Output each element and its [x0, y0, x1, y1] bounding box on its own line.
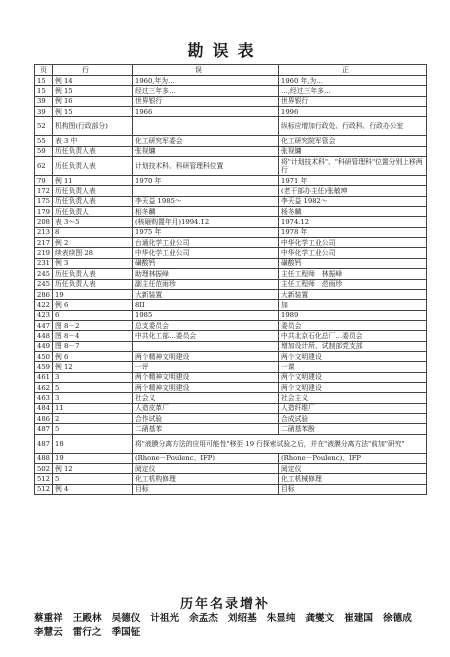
header-page: 页 — [35, 65, 53, 76]
table-row — [35, 196, 427, 206]
table-row — [35, 76, 427, 86]
table-row — [35, 413, 427, 423]
cell-wrong: 1966 — [133, 107, 279, 117]
cell-wrong: (Rhone－Poulenc、IFP) — [133, 453, 279, 463]
cell-correct: 纵标应增加行政处、行政科、行政办公室 — [279, 117, 427, 136]
table-row — [35, 258, 427, 268]
cell-correct: 杨冬麟 — [279, 207, 427, 217]
page-title: 勘误表 — [187, 41, 263, 60]
table-row — [35, 269, 427, 279]
cell-wrong: 一评 — [133, 362, 279, 372]
cell-page: 463 — [35, 393, 53, 403]
cell-wrong: 计划技术科、科研管理科位置 — [133, 157, 279, 176]
cell-page: 487 — [35, 424, 53, 434]
supplement-names — [34, 612, 434, 640]
cell-correct: 两个文明建设 — [279, 382, 427, 392]
cell-wrong: 1975 年 — [133, 227, 279, 237]
cell-page: 217 — [35, 238, 53, 248]
table-row — [35, 372, 427, 382]
cell-location: 表 3～5 — [53, 217, 133, 227]
table-row — [35, 289, 427, 299]
table-row — [35, 351, 427, 361]
cell-wrong: 相冬麟 — [133, 207, 279, 217]
cell-page: 213 — [35, 227, 53, 237]
cell-location: 8 — [53, 227, 133, 237]
cell-location: 18 — [53, 434, 133, 453]
cell-page: 422 — [35, 300, 53, 310]
table-row — [35, 248, 427, 258]
supplement-name: 余孟杰 — [189, 613, 218, 624]
cell-wrong: 中华化学工业公司 — [133, 248, 279, 258]
cell-correct: …,经过三年多… — [279, 86, 427, 96]
errata-table — [34, 64, 427, 495]
table-row — [35, 186, 427, 196]
cell-correct: 1971 年 — [279, 176, 427, 186]
supplement-name: 李慧云 — [34, 627, 63, 638]
cell-correct: 磺酸钙 — [279, 258, 427, 268]
cell-location: 历任负责人表 — [53, 146, 133, 156]
cell-page: 15 — [35, 76, 53, 86]
cell-correct: 1996 — [279, 107, 427, 117]
cell-correct: 阅定仪 — [279, 464, 427, 474]
cell-page: 39 — [35, 107, 53, 117]
supplement-name: 季国钲 — [111, 627, 141, 638]
table-row — [35, 86, 427, 96]
cell-wrong: 总支委员会 — [133, 320, 279, 330]
cell-page: 175 — [35, 196, 53, 206]
cell-location: 例 2 — [53, 238, 133, 248]
cell-page: 79 — [35, 176, 53, 186]
cell-correct: 大新装置 — [279, 289, 427, 299]
cell-page: 172 — [35, 186, 53, 196]
cell-location: 例 3 — [53, 258, 133, 268]
cell-page: 39 — [35, 96, 53, 106]
cell-wrong — [133, 341, 279, 351]
cell-correct: 合成试验 — [279, 413, 427, 423]
cell-correct: 张视镛 — [279, 146, 427, 156]
cell-wrong: 两个精神文明建设 — [133, 382, 279, 392]
cell-location: 5 — [53, 424, 133, 434]
cell-location: 历任负责人表 — [53, 279, 133, 289]
cell-location: 6 — [53, 310, 133, 320]
cell-correct: 两个文明建设 — [279, 372, 427, 382]
supplement-name: 王殿林 — [72, 613, 102, 624]
header-correct: 正 — [279, 65, 427, 76]
cell-wrong: 副主任范雨珍 — [133, 279, 279, 289]
table-row — [35, 217, 427, 227]
table-header-row — [35, 65, 427, 76]
cell-location: 3 — [53, 393, 133, 403]
table-row — [35, 474, 427, 484]
cell-page: 231 — [35, 258, 53, 268]
cell-correct: 社会主义 — [279, 393, 427, 403]
cell-wrong: 化工机构修理 — [133, 474, 279, 484]
table-row — [35, 238, 427, 248]
table-row — [35, 117, 427, 136]
cell-location: 历任负责人表 — [53, 196, 133, 206]
cell-correct: 主任工程师 林振峰 — [279, 269, 427, 279]
cell-page: 245 — [35, 269, 53, 279]
cell-location: 历任负责人表 — [53, 186, 133, 196]
cell-page: 459 — [35, 362, 53, 372]
cell-page: 245 — [35, 279, 53, 289]
table-row — [35, 393, 427, 403]
cell-location: 机构图(行政部分) — [53, 117, 133, 136]
cell-location: 5 — [53, 474, 133, 484]
cell-location: 19 — [53, 453, 133, 463]
cell-correct: 李天益 1982～ — [279, 196, 427, 206]
cell-page: 15 — [35, 86, 53, 96]
cell-location: 例 12 — [53, 464, 133, 474]
table-row — [35, 403, 427, 413]
cell-correct: 加 — [279, 300, 427, 310]
cell-location: 续表续图 28 — [53, 248, 133, 258]
cell-page: 423 — [35, 310, 53, 320]
cell-wrong — [133, 117, 279, 136]
cell-wrong: 1985 — [133, 310, 279, 320]
table-row — [35, 331, 427, 341]
table-row — [35, 96, 427, 106]
cell-wrong: 人造皮革厂 — [133, 403, 279, 413]
cell-wrong: 张视镛 — [133, 146, 279, 156]
header-location: 行 — [53, 65, 133, 76]
cell-correct: 1978 年 — [279, 227, 427, 237]
cell-correct: 目标 — [279, 484, 427, 494]
cell-wrong: 台通化学工业公司 — [133, 238, 279, 248]
cell-page: 448 — [35, 331, 53, 341]
errata-body — [35, 76, 427, 495]
table-row — [35, 320, 427, 330]
table-row — [35, 424, 427, 434]
cell-wrong: 李天益 1985～ — [133, 196, 279, 206]
cell-page: 488 — [35, 453, 53, 463]
cell-wrong: 将"液膜分离方法的应用可能性"移至 19 行探索试验之后，并在"液膜分离方法"前加"研究" — [133, 434, 427, 453]
cell-wrong: 助理林振峰 — [133, 269, 279, 279]
cell-location: 例 6 — [53, 300, 133, 310]
table-row — [35, 279, 427, 289]
cell-correct: 主任工程师 范雨珍 — [279, 279, 427, 289]
cell-location: 例 16 — [53, 96, 133, 106]
supplement-title: 历年名录增补 — [179, 597, 270, 612]
cell-wrong: 化工研究军委会 — [133, 136, 279, 146]
cell-page: 62 — [35, 157, 53, 176]
cell-correct: 二硝基苯酚 — [279, 424, 427, 434]
table-row — [35, 107, 427, 117]
table-row — [35, 176, 427, 186]
cell-page: 447 — [35, 320, 53, 330]
cell-location: 例 15 — [53, 86, 133, 96]
cell-location: 例 15 — [53, 107, 133, 117]
cell-wrong: 世界银行 — [133, 96, 279, 106]
cell-page: 461 — [35, 372, 53, 382]
cell-page: 462 — [35, 382, 53, 392]
table-row — [35, 146, 427, 156]
supplement-name: 吴德仪 — [111, 613, 141, 624]
cell-page: 486 — [35, 413, 53, 423]
cell-correct: 中华化学工业公司 — [279, 238, 427, 248]
cell-page: 484 — [35, 403, 53, 413]
table-row — [35, 362, 427, 372]
cell-wrong: 阅定仪 — [133, 464, 279, 474]
cell-location: 例 11 — [53, 176, 133, 186]
table-row — [35, 300, 427, 310]
cell-location: 图 8－2 — [53, 320, 133, 330]
cell-wrong: 二硝基苯 — [133, 424, 279, 434]
cell-page: 286 — [35, 289, 53, 299]
supplement-name: 徐德成 — [383, 613, 412, 624]
cell-wrong: 两个精神文明建设 — [133, 351, 279, 361]
cell-location: 2 — [53, 413, 133, 423]
cell-correct: 化工研究院军管会 — [279, 136, 427, 146]
cell-location: 5 — [53, 382, 133, 392]
cell-wrong: 大新装置 — [133, 289, 279, 299]
table-row — [35, 382, 427, 392]
table-row — [35, 136, 427, 146]
cell-location: 图 8－7 — [53, 341, 133, 351]
supplement-name: 计祖光 — [150, 613, 180, 624]
supplement-name: 龚燮文 — [305, 613, 335, 624]
cell-page: 55 — [35, 136, 53, 146]
cell-correct: 化工机械修理 — [279, 474, 427, 484]
cell-correct: 世界银行 — [279, 96, 427, 106]
cell-page: 179 — [35, 207, 53, 217]
table-row — [35, 434, 427, 453]
cell-correct: 两个文明建设 — [279, 351, 427, 361]
cell-correct: 委员会 — [279, 320, 427, 330]
cell-location: 例 4 — [53, 484, 133, 494]
supplement-name: 崔建国 — [344, 613, 374, 624]
cell-location: 例 14 — [53, 76, 133, 86]
cell-wrong: 合作试验 — [133, 413, 279, 423]
cell-page: 449 — [35, 341, 53, 351]
cell-location: 例 6 — [53, 351, 133, 361]
cell-wrong: 8II — [133, 300, 279, 310]
supplement-name: 刘绍基 — [227, 613, 257, 624]
cell-page: 219 — [35, 248, 53, 258]
table-row — [35, 157, 427, 176]
cell-location: 11 — [53, 403, 133, 413]
cell-page: 59 — [35, 146, 53, 156]
cell-page: 512 — [35, 474, 53, 484]
cell-location: 图 8－4 — [53, 331, 133, 341]
cell-correct: (Rhone－Poulenc)、IFP — [279, 453, 427, 463]
cell-location: 例 12 — [53, 362, 133, 372]
table-row — [35, 207, 427, 217]
cell-location: 历任负责人 — [53, 207, 133, 217]
cell-wrong: 目标 — [133, 484, 279, 494]
cell-wrong — [133, 186, 279, 196]
table-row — [35, 464, 427, 474]
cell-wrong: (核砸购置年月)1994.12 — [133, 217, 279, 227]
cell-wrong: 两个精神文明建设 — [133, 372, 279, 382]
table-row — [35, 453, 427, 463]
cell-wrong: 社会义 — [133, 393, 279, 403]
cell-correct: 1989 — [279, 310, 427, 320]
cell-page: 450 — [35, 351, 53, 361]
table-row — [35, 310, 427, 320]
cell-correct: 将"计划技术科"、"科研管理科"位置分别上移两行 — [279, 157, 427, 176]
supplement-name: 雷行之 — [72, 627, 102, 638]
cell-correct: (老干部办主任)张敏坤 — [279, 186, 427, 196]
header-wrong: 误 — [133, 65, 279, 76]
cell-correct: 增加设计所、试制部党支部 — [279, 341, 427, 351]
supplement-name: 蔡重祥 — [34, 613, 63, 624]
cell-wrong: 磺酸钙 — [133, 258, 279, 268]
cell-location: 3 — [53, 372, 133, 382]
cell-correct: 中华化学工业公司 — [279, 248, 427, 258]
cell-correct: 人造纤维厂 — [279, 403, 427, 413]
cell-correct: 1974.12 — [279, 217, 427, 227]
cell-location: 19 — [53, 289, 133, 299]
cell-page: 487 — [35, 434, 53, 453]
cell-page: 512 — [35, 484, 53, 494]
cell-location: 表 3 中 — [53, 136, 133, 146]
cell-location: 历任负责人表 — [53, 157, 133, 176]
cell-correct: 中共北京石化总厂…委员会 — [279, 331, 427, 341]
cell-location: 历任负责人表 — [53, 269, 133, 279]
cell-correct: 一课 — [279, 362, 427, 372]
cell-wrong: 经过三年多… — [133, 86, 279, 96]
supplement-name: 朱显纯 — [266, 613, 296, 624]
cell-wrong: 中共化工部…委员会 — [133, 331, 279, 341]
table-row — [35, 341, 427, 351]
cell-wrong: 1960,年为… — [133, 76, 279, 86]
cell-wrong: 1970 年 — [133, 176, 279, 186]
table-row — [35, 227, 427, 237]
table-row — [35, 484, 427, 494]
cell-page: 208 — [35, 217, 53, 227]
cell-page: 52 — [35, 117, 53, 136]
cell-page: 502 — [35, 464, 53, 474]
cell-correct: 1960 年,为… — [279, 76, 427, 86]
